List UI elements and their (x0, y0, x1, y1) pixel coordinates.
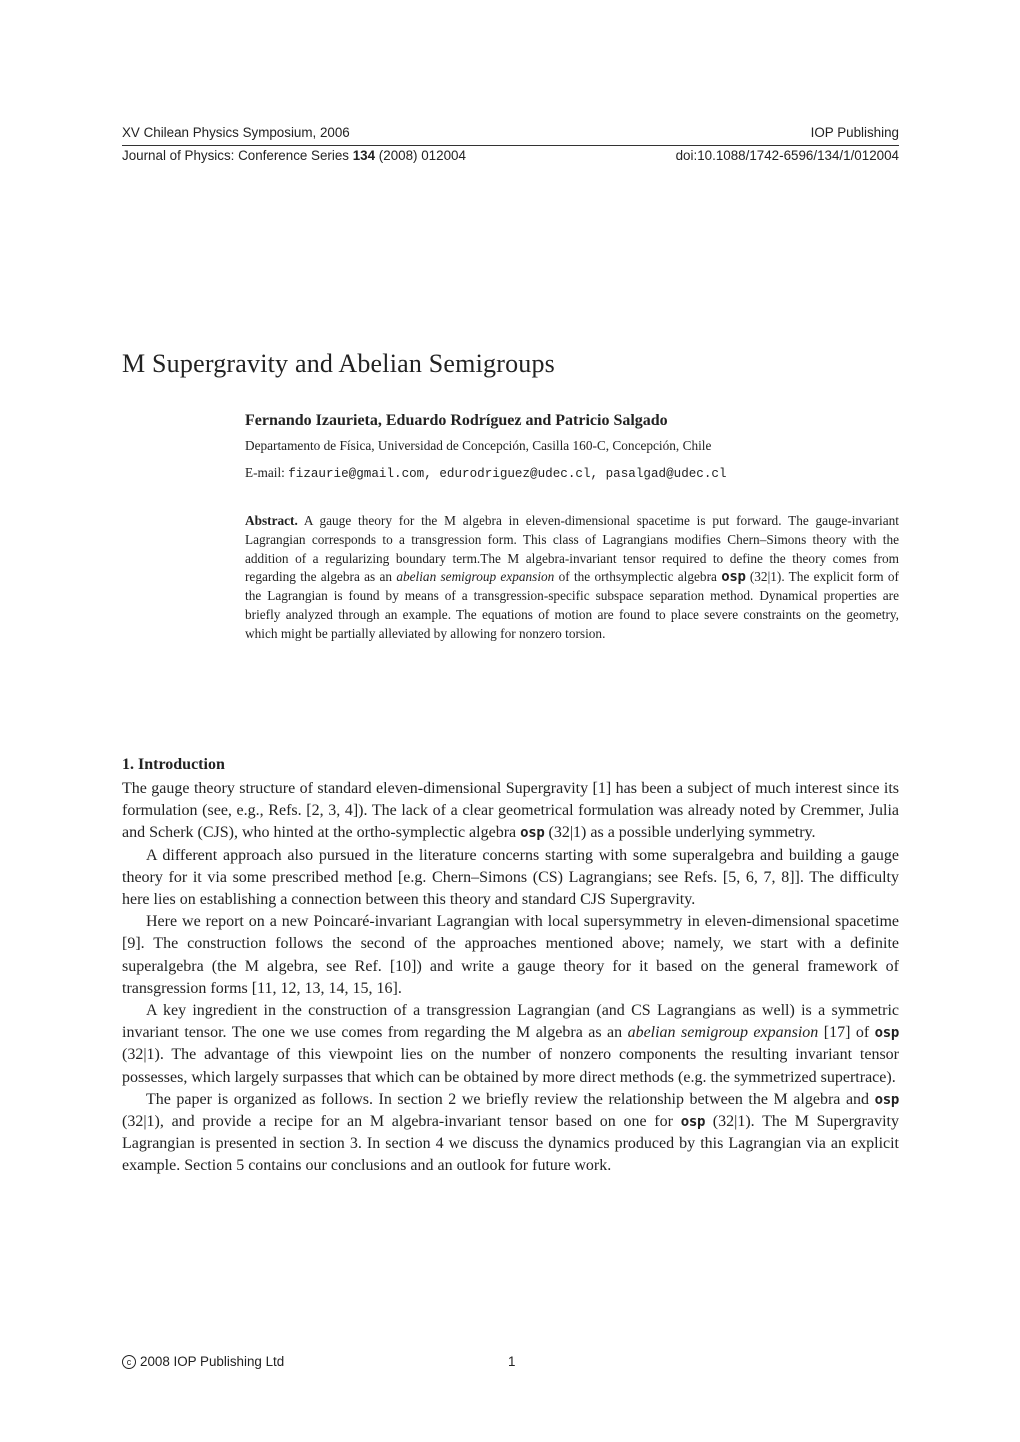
abstract-italic-term: abelian semigroup expansion (396, 569, 555, 585)
paragraph-4-italic-term: abelian semigroup expansion (627, 1024, 819, 1042)
header-rule (122, 145, 899, 146)
paragraph-4-text-c: (32|1). The advantage of this viewpoint lies on the number of nonzero components the resulting invariant tensor possesses, which largely surpasses that which can be obtained by more direct methods (e.g. the symmetrized supertrace). (122, 1046, 899, 1086)
paragraph-2: A different approach also pursued in the literature concerns starting with some superalgebra and building a gauge theory for it via some prescribed method [e.g. Chern–Simons (CS) Lagrangians; see Refs. [5, 6, 7, 8]]. The difficulty here lies on establishing a connection between this theory and standard CJS Supergravity. (122, 846, 899, 909)
introduction-body (122, 778, 899, 1178)
paragraph-5 (122, 1089, 899, 1178)
paragraph-4-text-b: [17] of (818, 1024, 875, 1042)
page-number: 1 (508, 1354, 516, 1369)
paper-title: M Supergravity and Abelian Semigroups (122, 349, 555, 378)
email-addresses[interactable]: fizaurie@gmail.com, edurodriguez@udec.cl, pasalgad@udec.cl (288, 467, 727, 481)
paragraph-1-text-a: The gauge theory structure of standard eleven-dimensional Supergravity [1] has been a subject of much interest since its formulation (see, e.g., Refs. [2, 3, 4]). The lack of a clear geometrical formulation was already noted by Cremmer, Julia and Scherk (CJS), who hinted at the ortho-symplectic algebra (122, 780, 899, 842)
journal-volume: 134 (352, 148, 376, 163)
paragraph-4 (122, 1000, 899, 1089)
abstract-text-1: A gauge theory for the M algebra in eleven-dimensional spacetime is put forward. The gauge-invariant Lagrangian corresponds to a transgression form. This class of Lagrangians modifies Chern–Simons theory with the addition of a regularizing boundary term.The M algebra-invariant tensor required to define the theory comes from regarding the algebra as an (245, 513, 899, 585)
abstract-text-2: of the orthsymplectic algebra (554, 569, 722, 585)
paragraph-3: Here we report on a new Poincaré-invariant Lagrangian with local supersymmetry in eleven-dimensional spacetime [9]. The construction follows the second of the approaches mentioned above; namely, we start with a definite superalgebra (the M algebra, see Ref. [10]) and write a gauge theory for it based on the general framework of transgression forms [11, 12, 13, 14, 15, 16]. (122, 913, 899, 997)
author-list: Fernando Izaurieta, Eduardo Rodríguez and Patricio Salgado (245, 412, 668, 429)
copyright-notice (122, 1354, 284, 1369)
osp-symbol: osp (874, 1091, 899, 1108)
affiliation: Departamento de Física, Universidad de Concepción, Casilla 160-C, Concepción, Chile (245, 438, 712, 453)
journal-citation (122, 148, 466, 163)
paragraph-5-text-c: (32|1). The M Supergravity Lagrangian is presented in section 3. In section 4 we discuss the dynamics produced by this Lagrangian via an explicit example. Section 5 contains our conclusions and an outlook for future work. (122, 1113, 900, 1175)
abstract-text-3: (32|1). The explicit form of the Lagrangian is found by means of a transgression-specific subspace separation method. Dynamical properties are briefly analyzed through an example. The equations of motion are found to place severe constraints on the geometry, which might be partially alleviated by allowing for nonzero torsion. (245, 569, 899, 641)
copyright-text: 2008 IOP Publishing Ltd (140, 1354, 285, 1369)
section-heading: 1. Introduction (122, 756, 225, 773)
abstract-osp-symbol: osp (721, 569, 746, 586)
email-line (245, 465, 727, 481)
publisher-name: IOP Publishing (810, 125, 899, 140)
paragraph-5-text-b: (32|1), and provide a recipe for an M algebra-invariant tensor based on one for (122, 1113, 681, 1131)
abstract-label: Abstract. (245, 513, 298, 528)
osp-symbol: osp (874, 1025, 900, 1042)
paragraph-5-text-a: The paper is organized as follows. In section 2 we briefly review the relationship between the M algebra and (146, 1090, 875, 1108)
osp-symbol: osp (520, 825, 545, 842)
journal-name: Journal of Physics: Conference Series (122, 148, 353, 163)
email-label: E-mail: (245, 465, 289, 480)
conference-name: XV Chilean Physics Symposium, 2006 (122, 125, 350, 140)
paragraph-1-text-b: (32|1) as a possible underlying symmetry. (544, 824, 816, 842)
running-header-bottom (122, 148, 899, 168)
osp-symbol: osp (680, 1114, 706, 1131)
paragraph-1 (122, 778, 899, 845)
running-header-top (122, 125, 899, 145)
doi-link[interactable]: doi:10.1088/1742-6596/134/1/012004 (675, 148, 899, 163)
copyright-icon: c (122, 1355, 136, 1369)
journal-year-article: (2008) 012004 (375, 148, 466, 163)
abstract (245, 512, 899, 644)
paragraph-4-text-a: A key ingredient in the construction of a transgression Lagrangian (and CS Lagrangians as well) is a symmetric invariant tensor. The one we use comes from regarding the M algebra as an (122, 1002, 899, 1042)
